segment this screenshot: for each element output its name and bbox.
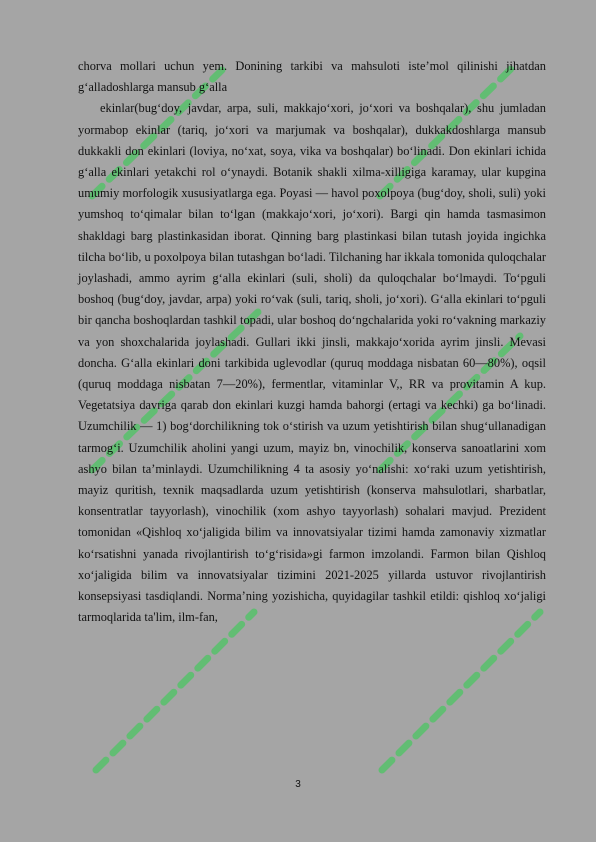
watermark-stripe [96,612,254,770]
document-body [78,56,546,628]
paragraph: chorva mollari uchun yem. Donining tarkibi va mahsuloti isteʼmol qilinishi jihatdan gʻalladoshlarga mansub gʻalla [78,59,546,95]
paragraph: ekinlar(bugʻdoy, javdar, arpa, suli, makkajoʻxori, joʻxori va boshqalar), shu jumladan yormabop ekinlar (tariq, joʻxori va marjumak va boshqalar), dukkakdoshlarga mansub dukkakli don ekinlari (loviya, noʻxat, soya, vika va boshqalar) boʻlinadi. Don ekinlari ichida gʻalla ekinlari yetakchi rol oʻynaydi. Botanik shakli xilma-xilligiga karamay, ular kupgina umumiy morfologik xususiyatlarga ega. Poyasi — havol poxolpoya (bugʻdoy, sholi, suli) yoki yumshoq toʻqimalar bilan toʻlgan (makkajoʻxori, joʻxori). Bargi qin hamda tasmasimon shakldagi barg plastinkasidan iborat. Qinning barg plastinkasi bilan tutash joyida ingichka tilcha boʻlib, u poxolpoya bilan tutashgan boʻladi. Tilchaning har ikkala tomonida quloqchalar joylashadi, ammo ayrim gʻalla ekinlari (suli, sholi) da quloqchalar boʻlmaydi. Toʻpguli boshoq (bugʻdoy, javdar, arpa) yoki roʻvak (suli, tariq, sholi, joʻxori). Gʻalla ekinlari toʻpguli bir qancha boshoqlardan tashkil topadi, ular boshoq doʻngchalarida yoki roʻvakning markaziy va yon shoxchalarida joylashadi. Gullari ikki jinsli, makkajoʻxorida ayrim jinsli. Mevasi doncha. Gʻalla ekinlari doni tarkibida uglevodlar (quruq moddaga nisbatan 60—80%), oqsil (quruq moddaga nisbatan 7—20%), fermentlar, vitaminlar V,, RR va provitamin A kup. Vegetatsiya davriga qarab don ekinlari kuzgi hamda bahorgi (ertagi va kechki) ga boʻlinadi. Uzumchilik — 1) bogʻdorchilikning tok oʻstirish va uzum yetishtirish bilan shugʻullanadigan tarmogʻi. Uzumchilik aholini yangi uzum, mayiz bn, vinochilik, konserva sanoatlarini xom ashyo bilan taʼminlaydi. Uzumchilikning 4 ta asosiy yoʻnalishi: xoʻraki uzum yetishtirish, mayiz quritish, texnik maqsadlarda uzum yetishtirish (konserva mahsulotlari, sharbatlar, konsentratlar tayyorlash), vinochilik (xom ashyo tayyorlash) sohalari mavjud. Prezident tomonidan «Qishloq xoʻjaligida bilim va innovatsiyalar tizimi hamda zamonaviy xizmatlar koʻrsatishni yanada rivojlantirish toʻgʻrisida»gi farmon imzolandi. Farmon bilan Qishloq xoʻjaligida bilim va innovatsiyalar tizimini 2021-2025 yillarda ustuvor rivojlantirish konsepsiyasi tasdiqlandi. Normaʼning yozishicha, quyidagilar tashkil etildi: qishloq xoʻjaligi tarmoqlarida ta'lim, ilm-fan, [78,101,546,625]
watermark-stripe [382,612,540,770]
page-number: 3 [295,779,301,790]
